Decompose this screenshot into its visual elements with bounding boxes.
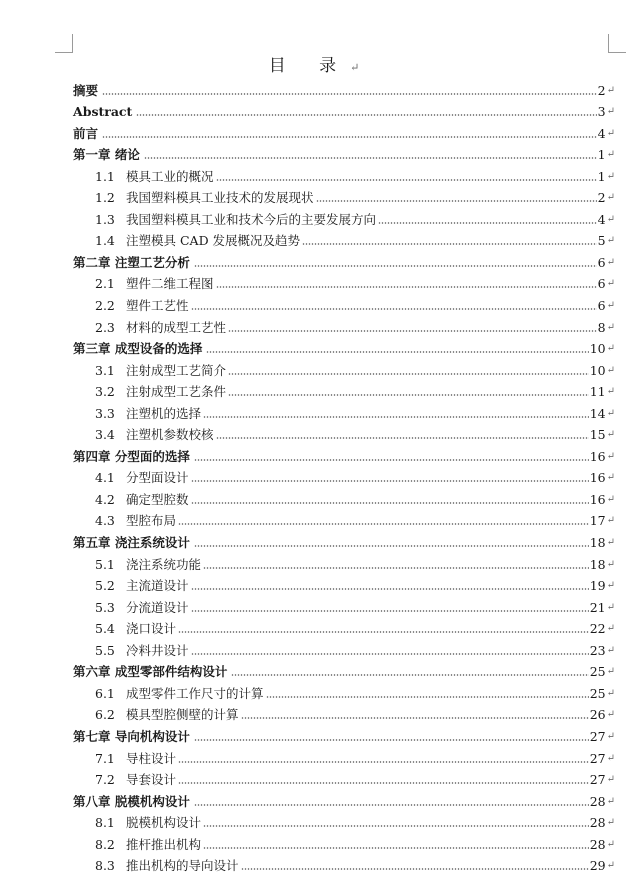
toc-entry-number: 8.1 (95, 815, 115, 831)
paragraph-mark-icon: ↵ (606, 515, 615, 527)
toc-entry-page: 6 (597, 298, 606, 314)
crop-mark-top-left-v (72, 34, 73, 52)
toc-entry-chapter[interactable] (73, 531, 615, 553)
toc-dot-leader (194, 264, 597, 268)
paragraph-mark-icon: ↵ (606, 537, 615, 549)
crop-mark-top-right-v (608, 34, 609, 52)
toc-dot-leader (216, 285, 597, 289)
toc-entry-section[interactable] (73, 165, 615, 187)
toc-dot-leader (203, 824, 589, 828)
toc-entry-page: 17 (589, 513, 606, 529)
toc-entry-page: 25 (589, 685, 606, 701)
toc-entry-chapter[interactable] (73, 251, 615, 273)
toc-entry-section[interactable] (73, 553, 615, 575)
toc-entry-section[interactable] (73, 510, 615, 532)
toc-entry-page: 16 (589, 491, 606, 507)
toc-entry-number: 7.2 (95, 772, 115, 788)
crop-mark-top-left-h (55, 52, 73, 53)
toc-entry-section[interactable] (73, 575, 615, 597)
toc-entry-page: 28 (589, 815, 606, 831)
toc-entry-page: 16 (589, 448, 606, 464)
toc-entry-page: 6 (597, 276, 606, 292)
toc-entry-page: 23 (589, 642, 606, 658)
paragraph-mark-icon: ↵ (606, 149, 615, 161)
toc-entry-label: 分流道设计 (126, 599, 189, 615)
toc-entry-number: 3.3 (95, 405, 115, 421)
toc-entry-page: 1 (597, 168, 606, 184)
toc-dot-leader (191, 479, 589, 483)
toc-dot-leader (241, 716, 589, 720)
toc-dot-leader (216, 178, 597, 182)
toc-entry-page: 2 (597, 82, 606, 98)
paragraph-mark-icon: ↵ (606, 192, 615, 204)
paragraph-mark-icon: ↵ (606, 429, 615, 441)
toc-entry-label: 确定型腔数 (126, 491, 189, 507)
paragraph-mark-icon: ↵ (606, 300, 615, 312)
toc-entry-page: 18 (589, 535, 606, 551)
paragraph-mark-icon: ↵ (606, 170, 615, 182)
toc-dot-leader (231, 673, 588, 677)
toc-entry-chapter[interactable] (73, 338, 615, 360)
paragraph-mark-icon: ↵ (606, 623, 615, 635)
toc-entry-number: 5.1 (95, 556, 115, 572)
toc-entry-number: 2.1 (95, 276, 115, 292)
toc-entry-section[interactable] (73, 488, 615, 510)
toc-entry-number: 1.1 (95, 168, 115, 184)
toc-entry-number: 8.3 (95, 858, 115, 874)
toc-entry-number: 5.5 (95, 642, 115, 658)
paragraph-mark-icon: ↵ (606, 106, 615, 118)
toc-entry-page: 10 (589, 362, 606, 378)
toc-entry-label: 前言 (73, 125, 99, 141)
toc-dot-leader (194, 803, 589, 807)
toc-entry-number: 5.4 (95, 621, 115, 637)
toc-entry-page: 1 (597, 147, 606, 163)
toc-entry-page: 15 (589, 427, 606, 443)
toc-entry-number: 3.4 (95, 427, 115, 443)
toc-entry-label: 模具工业的概况 (126, 168, 214, 184)
toc-dot-leader (216, 436, 589, 440)
toc-entry-label: Abstract (73, 104, 133, 120)
toc-entry-label: 导柱设计 (126, 750, 177, 766)
toc-entry-page: 6 (597, 254, 606, 270)
toc-dot-leader (102, 135, 597, 139)
toc-title-text: 目 录 (268, 56, 351, 76)
toc-entry-label: 第一章 绪论 (73, 147, 140, 163)
paragraph-mark-icon: ↵ (606, 860, 615, 872)
toc-entry-number: 5.3 (95, 599, 115, 615)
toc-entry-section[interactable] (73, 747, 615, 769)
toc-entry-chapter[interactable] (73, 790, 615, 812)
toc-entry-chapter[interactable] (73, 122, 615, 144)
toc-entry-section[interactable] (73, 230, 615, 252)
paragraph-mark-icon: ↵ (606, 644, 615, 656)
toc-dot-leader (191, 652, 589, 656)
toc-dot-leader (144, 156, 597, 160)
paragraph-mark-icon: ↵ (606, 493, 615, 505)
table-of-contents (73, 79, 615, 876)
toc-entry-label: 型腔布局 (126, 513, 177, 529)
toc-entry-label: 分型面设计 (126, 470, 189, 486)
toc-entry-section[interactable] (73, 467, 615, 489)
toc-entry-label: 第三章 成型设备的选择 (73, 341, 203, 357)
toc-entry-page: 21 (589, 599, 606, 615)
toc-entry-chapter[interactable] (73, 79, 615, 101)
toc-entry-section[interactable] (73, 618, 615, 640)
toc-entry-number: 2.3 (95, 319, 115, 335)
toc-entry-label: 塑件二维工程图 (126, 276, 214, 292)
toc-entry-page: 2 (597, 190, 606, 206)
paragraph-mark-icon: ↵ (606, 213, 615, 225)
paragraph-mark-icon: ↵ (606, 580, 615, 592)
toc-dot-leader (228, 329, 597, 333)
toc-entry-number: 3.2 (95, 384, 115, 400)
toc-entry-page: 27 (589, 750, 606, 766)
toc-entry-number: 8.2 (95, 836, 115, 852)
toc-dot-leader (194, 544, 589, 548)
toc-entry-number: 1.4 (95, 233, 115, 249)
paragraph-mark-icon: ↵ (606, 364, 615, 376)
toc-entry-section[interactable] (73, 833, 615, 855)
toc-entry-page: 26 (589, 707, 606, 723)
toc-entry-label: 注塑机参数校核 (126, 427, 214, 443)
toc-entry-page: 11 (589, 384, 606, 400)
toc-entry-section[interactable] (73, 273, 615, 295)
toc-entry-section[interactable] (73, 359, 615, 381)
toc-entry-page: 14 (589, 405, 606, 421)
toc-dot-leader (206, 350, 588, 354)
toc-entry-section[interactable] (73, 639, 615, 661)
toc-dot-leader (194, 458, 589, 462)
paragraph-mark-icon: ↵ (606, 235, 615, 247)
paragraph-mark-icon: ↵ (606, 407, 615, 419)
paragraph-mark-icon: ↵ (606, 84, 615, 96)
toc-entry-label: 注塑模具 CAD 发展概况及趋势 (126, 233, 301, 249)
paragraph-mark-icon: ↵ (606, 343, 615, 355)
toc-dot-leader (228, 372, 589, 376)
toc-dot-leader (266, 695, 589, 699)
toc-entry-page: 27 (589, 728, 606, 744)
toc-dot-leader (241, 867, 589, 871)
toc-entry-chapter[interactable] (73, 101, 615, 123)
toc-entry-label: 第二章 注塑工艺分析 (73, 254, 190, 270)
toc-entry-label: 成型零件工作尺寸的计算 (126, 685, 264, 701)
toc-entry-chapter[interactable] (73, 445, 615, 467)
toc-entry-number: 6.2 (95, 707, 115, 723)
toc-dot-leader (316, 199, 597, 203)
toc-entry-label: 浇口设计 (126, 621, 177, 637)
toc-entry-chapter[interactable] (73, 725, 615, 747)
toc-dot-leader (178, 522, 589, 526)
toc-entry-page: 22 (589, 621, 606, 637)
toc-entry-label: 第七章 导向机构设计 (73, 728, 190, 744)
toc-title (0, 56, 628, 78)
toc-entry-label: 脱模机构设计 (126, 815, 202, 831)
toc-entry-label: 注射成型工艺简介 (126, 362, 227, 378)
paragraph-mark-icon: ↵ (606, 752, 615, 764)
toc-entry-label: 注射成型工艺条件 (126, 384, 227, 400)
toc-entry-page: 29 (589, 858, 606, 874)
paragraph-mark-icon: ↵ (606, 386, 615, 398)
paragraph-mark-icon: ↵ (606, 256, 615, 268)
paragraph-mark-icon: ↵ (606, 774, 615, 786)
paragraph-mark-icon: ↵ (606, 666, 615, 678)
paragraph-mark-icon: ↵ (606, 817, 615, 829)
toc-dot-leader (178, 781, 589, 785)
toc-entry-label: 主流道设计 (126, 578, 189, 594)
toc-dot-leader (302, 242, 597, 246)
paragraph-mark-icon: ↵ (606, 687, 615, 699)
paragraph-mark-icon: ↵ (606, 321, 615, 333)
toc-entry-section[interactable] (73, 704, 615, 726)
toc-entry-page: 4 (597, 211, 606, 227)
toc-entry-label: 材料的成型工艺性 (126, 319, 227, 335)
toc-entry-label: 浇注系统功能 (126, 556, 202, 572)
toc-entry-section[interactable] (73, 596, 615, 618)
toc-entry-label: 冷料井设计 (126, 642, 189, 658)
paragraph-mark-icon: ↵ (606, 127, 615, 139)
toc-dot-leader (228, 393, 589, 397)
toc-entry-page: 25 (589, 664, 606, 680)
toc-entry-chapter[interactable] (73, 661, 615, 683)
toc-entry-page: 28 (589, 836, 606, 852)
toc-entry-page: 10 (589, 341, 606, 357)
paragraph-mark-icon: ↵ (606, 278, 615, 290)
toc-entry-section[interactable] (73, 187, 615, 209)
toc-dot-leader (191, 609, 589, 613)
paragraph-mark-icon: ↵ (606, 450, 615, 462)
toc-entry-label: 第五章 浇注系统设计 (73, 535, 190, 551)
toc-entry-number: 4.2 (95, 491, 115, 507)
toc-entry-section[interactable] (73, 682, 615, 704)
toc-entry-page: 19 (589, 578, 606, 594)
toc-dot-leader (194, 738, 589, 742)
toc-entry-number: 7.1 (95, 750, 115, 766)
toc-dot-leader (191, 501, 589, 505)
toc-entry-page: 8 (597, 319, 606, 335)
toc-entry-number: 2.2 (95, 298, 115, 314)
toc-dot-leader (203, 846, 589, 850)
toc-entry-label: 我国塑料模具工业和技术今后的主要发展方向 (126, 211, 377, 227)
paragraph-mark-icon: ↵ (606, 795, 615, 807)
toc-entry-chapter[interactable] (73, 144, 615, 166)
toc-entry-page: 4 (597, 125, 606, 141)
toc-dot-leader (136, 113, 596, 117)
toc-entry-section[interactable] (73, 424, 615, 446)
toc-entry-page: 5 (597, 233, 606, 249)
toc-entry-label: 塑件工艺性 (126, 298, 189, 314)
toc-entry-section[interactable] (73, 855, 615, 876)
toc-entry-section[interactable] (73, 294, 615, 316)
toc-entry-number: 3.1 (95, 362, 115, 378)
toc-dot-leader (178, 630, 589, 634)
paragraph-mark-icon: ↵ (606, 730, 615, 742)
toc-dot-leader (378, 221, 597, 225)
toc-entry-label: 推出机构的导向设计 (126, 858, 239, 874)
toc-entry-number: 4.1 (95, 470, 115, 486)
toc-entry-page: 18 (589, 556, 606, 572)
toc-entry-section[interactable] (73, 208, 615, 230)
toc-dot-leader (203, 415, 589, 419)
toc-entry-section[interactable] (73, 316, 615, 338)
toc-entry-label: 第六章 成型零部件结构设计 (73, 664, 228, 680)
toc-entry-label: 推杆推出机构 (126, 836, 202, 852)
toc-dot-leader (191, 587, 589, 591)
paragraph-mark-icon: ↵ (350, 61, 360, 74)
toc-entry-number: 6.1 (95, 685, 115, 701)
paragraph-mark-icon: ↵ (606, 838, 615, 850)
toc-entry-label: 注塑机的选择 (126, 405, 202, 421)
toc-entry-label: 第八章 脱模机构设计 (73, 793, 190, 809)
toc-entry-number: 1.3 (95, 211, 115, 227)
crop-mark-top-right-h (608, 52, 626, 53)
toc-dot-leader (203, 566, 589, 570)
toc-dot-leader (178, 760, 589, 764)
toc-entry-number: 1.2 (95, 190, 115, 206)
toc-entry-label: 第四章 分型面的选择 (73, 448, 190, 464)
toc-entry-section[interactable] (73, 402, 615, 424)
paragraph-mark-icon: ↵ (606, 472, 615, 484)
toc-entry-page: 27 (589, 772, 606, 788)
toc-entry-label: 导套设计 (126, 772, 177, 788)
paragraph-mark-icon: ↵ (606, 601, 615, 613)
toc-entry-label: 模具型腔侧壁的计算 (126, 707, 239, 723)
toc-entry-page: 16 (589, 470, 606, 486)
toc-entry-section[interactable] (73, 769, 615, 791)
toc-dot-leader (102, 92, 597, 96)
paragraph-mark-icon: ↵ (606, 709, 615, 721)
toc-entry-section[interactable] (73, 381, 615, 403)
toc-entry-label: 我国塑料模具工业技术的发展现状 (126, 190, 314, 206)
toc-entry-section[interactable] (73, 812, 615, 834)
toc-entry-label: 摘要 (73, 82, 99, 98)
toc-entry-page: 28 (589, 793, 606, 809)
toc-dot-leader (191, 307, 597, 311)
toc-entry-number: 4.3 (95, 513, 115, 529)
toc-entry-number: 5.2 (95, 578, 115, 594)
paragraph-mark-icon: ↵ (606, 558, 615, 570)
toc-entry-page: 3 (597, 104, 606, 120)
